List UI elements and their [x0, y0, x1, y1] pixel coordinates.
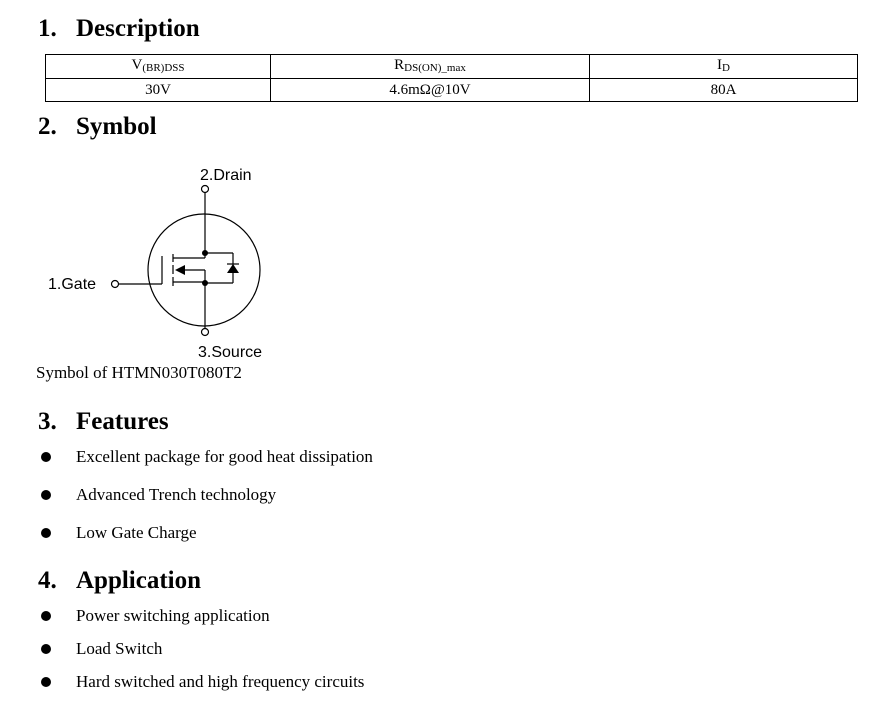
application-list [38, 605, 364, 704]
bullet-icon [41, 611, 51, 621]
list-item: Low Gate Charge [38, 522, 373, 560]
source-terminal [202, 329, 209, 336]
features-list [38, 446, 373, 560]
list-item: Power switching application [38, 605, 364, 638]
value-vbrdss: 30V [46, 79, 271, 102]
gate-label: 1.Gate [48, 276, 97, 293]
symbol-heading [38, 112, 157, 142]
header-vbrdss: $V_{(BR)DSS}$ [46, 55, 271, 79]
value-rdson: 4.6mΩ@10V [271, 79, 590, 102]
description-title: Description [76, 15, 200, 42]
spec-value-row [46, 79, 858, 102]
features-number: 3. [38, 408, 57, 435]
bullet-icon [41, 490, 51, 500]
bullet-icon [41, 528, 51, 538]
value-id: 80A [590, 79, 858, 102]
list-item: Excellent package for good heat dissipation [38, 446, 373, 484]
bullet-icon [41, 677, 51, 687]
application-number: 4. [38, 567, 57, 594]
bullet-icon [41, 644, 51, 654]
symbol-caption: Symbol of HTMN030T080T2 [36, 363, 242, 382]
header-id: $I_D$ [590, 55, 858, 79]
features-heading [38, 407, 169, 437]
symbol-number: 2. [38, 113, 57, 140]
mosfet-symbol-diagram [40, 160, 300, 365]
application-heading [38, 566, 201, 596]
list-item: Load Switch [38, 638, 364, 671]
spec-table [45, 54, 858, 102]
drain-terminal [202, 186, 209, 193]
mosfet-symbol-fills [175, 250, 239, 286]
features-title: Features [76, 408, 169, 435]
gate-terminal [112, 281, 119, 288]
spec-header-row [46, 55, 858, 79]
bullet-icon [41, 452, 51, 462]
description-heading [38, 14, 200, 44]
application-title: Application [76, 567, 202, 594]
description-number: 1. [38, 15, 57, 42]
drain-label: 2.Drain [200, 167, 252, 184]
mosfet-symbol-lines [112, 186, 261, 336]
channel-arrow-icon [175, 265, 185, 275]
list-item: Hard switched and high frequency circuits [38, 671, 364, 704]
list-item: Advanced Trench technology [38, 484, 373, 522]
source-label: 3.Source [198, 344, 263, 361]
diode-icon [227, 264, 239, 273]
symbol-title: Symbol [76, 113, 157, 140]
header-rdson: $R_{DS(ON)\_max}$ [271, 55, 590, 79]
